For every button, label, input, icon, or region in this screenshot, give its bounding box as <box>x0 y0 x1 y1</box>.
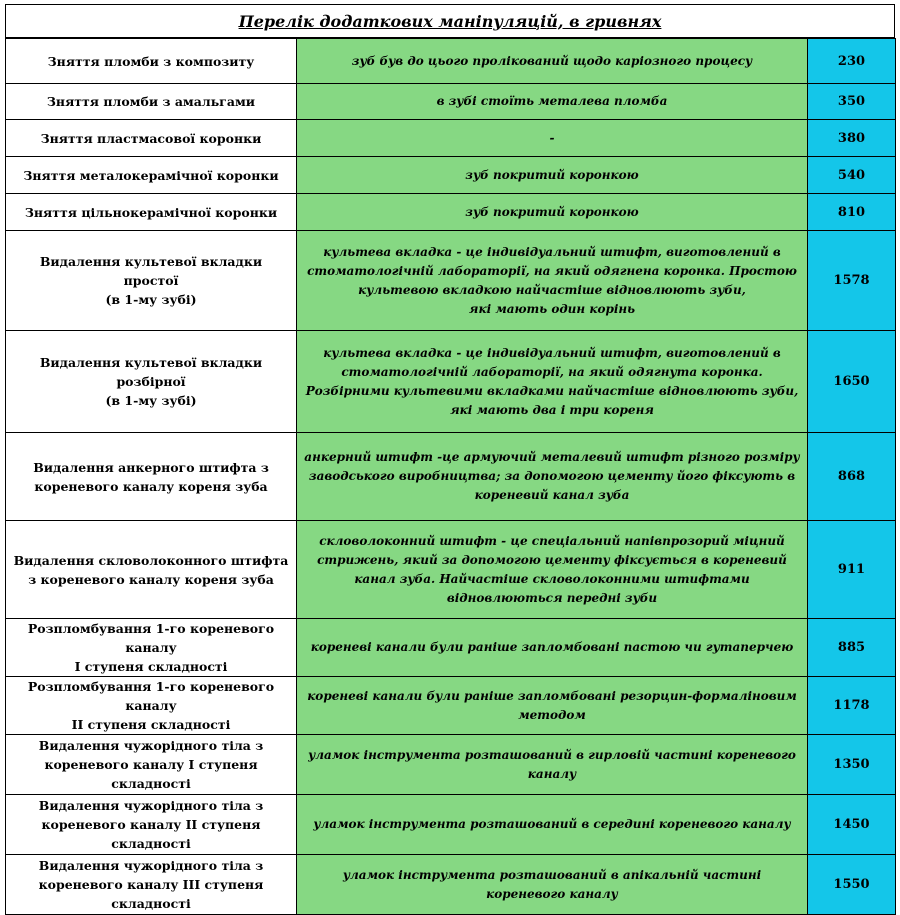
table-row <box>6 521 896 619</box>
service-price: 1550 <box>808 855 896 915</box>
table-row <box>6 795 896 855</box>
service-name: Видалення скловолоконного штифта з кореневого каналу кореня зуба <box>6 521 297 619</box>
service-name: Розпломбування 1-го кореневого каналу I ступеня складності <box>6 619 297 677</box>
service-name: Розпломбування 1-го кореневого каналу II ступеня складності <box>6 677 297 735</box>
service-name: Видалення чужорідного тіла з кореневого каналу III ступеня складності <box>6 855 297 915</box>
service-name: Видалення культевої вкладки простої (в 1-му зубі) <box>6 231 297 331</box>
service-price: 868 <box>808 433 896 521</box>
service-name: Зняття металокерамічної коронки <box>6 157 297 194</box>
service-description: зуб покритий коронкою <box>297 157 808 194</box>
service-description: анкерний штифт -це армуючий металевий штифт різного розміру заводського виробництва; за допомогою цементу його фіксують в кореневий канал зуба <box>297 433 808 521</box>
table-row <box>6 735 896 795</box>
service-name: Видалення культевої вкладки розбірної (в 1-му зубі) <box>6 331 297 433</box>
service-price: 885 <box>808 619 896 677</box>
table-row <box>6 331 896 433</box>
price-table-body <box>6 39 896 915</box>
service-price: 1178 <box>808 677 896 735</box>
service-price: 540 <box>808 157 896 194</box>
table-row <box>6 39 896 84</box>
service-price: 810 <box>808 194 896 231</box>
table-row <box>6 231 896 331</box>
service-name: Видалення анкерного штифта з кореневого каналу кореня зуба <box>6 433 297 521</box>
service-name: Зняття цільнокерамічної коронки <box>6 194 297 231</box>
service-description: уламок інструмента розташований в гирловій частині кореневого каналу <box>297 735 808 795</box>
service-description: уламок інструмента розташований в середині кореневого каналу <box>297 795 808 855</box>
service-description: - <box>297 120 808 157</box>
service-description: скловолоконний штифт - це спеціальний напівпрозорий міцний стрижень, який за допомогою цементу фіксується в кореневий канал зуба. Найчастіше скловолоконними штифтами відновлюються передні зуби <box>297 521 808 619</box>
service-price: 230 <box>808 39 896 84</box>
service-description: кореневі канали були раніше запломбовані резорцин-формаліновим методом <box>297 677 808 735</box>
service-price: 350 <box>808 84 896 120</box>
table-row <box>6 157 896 194</box>
table-title: Перелік додаткових маніпуляцій, в гривнях <box>5 4 895 38</box>
table-row <box>6 855 896 915</box>
service-name: Зняття пластмасової коронки <box>6 120 297 157</box>
service-name: Зняття пломби з амальгами <box>6 84 297 120</box>
service-price: 1450 <box>808 795 896 855</box>
table-row <box>6 194 896 231</box>
service-description: зуб покритий коронкою <box>297 194 808 231</box>
service-description: кореневі канали були раніше запломбовані пастою чи гутаперчею <box>297 619 808 677</box>
service-price: 1650 <box>808 331 896 433</box>
service-price: 911 <box>808 521 896 619</box>
service-description: уламок інструмента розташований в апікальній частині кореневого каналу <box>297 855 808 915</box>
table-row <box>6 433 896 521</box>
service-description: зуб був до цього пролікований щодо каріозного процесу <box>297 39 808 84</box>
table-row <box>6 677 896 735</box>
service-price: 1578 <box>808 231 896 331</box>
service-description: в зубі стоїть металева пломба <box>297 84 808 120</box>
price-table <box>5 38 896 915</box>
table-row <box>6 619 896 677</box>
table-row <box>6 84 896 120</box>
service-description: культева вкладка - це індивідуальний штифт, виготовлений в стоматологічній лабораторії, на який одягнута коронка. Розбірними культевими вкладками найчастіше відновлюють зуби, які мають два і три кореня <box>297 331 808 433</box>
service-name: Видалення чужорідного тіла з кореневого каналу II ступеня складності <box>6 795 297 855</box>
service-name: Видалення чужорідного тіла з кореневого каналу I ступеня складності <box>6 735 297 795</box>
service-name: Зняття пломби з композиту <box>6 39 297 84</box>
service-price: 1350 <box>808 735 896 795</box>
service-price: 380 <box>808 120 896 157</box>
service-description: культева вкладка - це індивідуальний штифт, виготовлений в стоматологічній лабораторії, на який одягнена коронка. Простою культевою вкладкою найчастіше відновлюють зуби, які мають один корінь <box>297 231 808 331</box>
table-row <box>6 120 896 157</box>
